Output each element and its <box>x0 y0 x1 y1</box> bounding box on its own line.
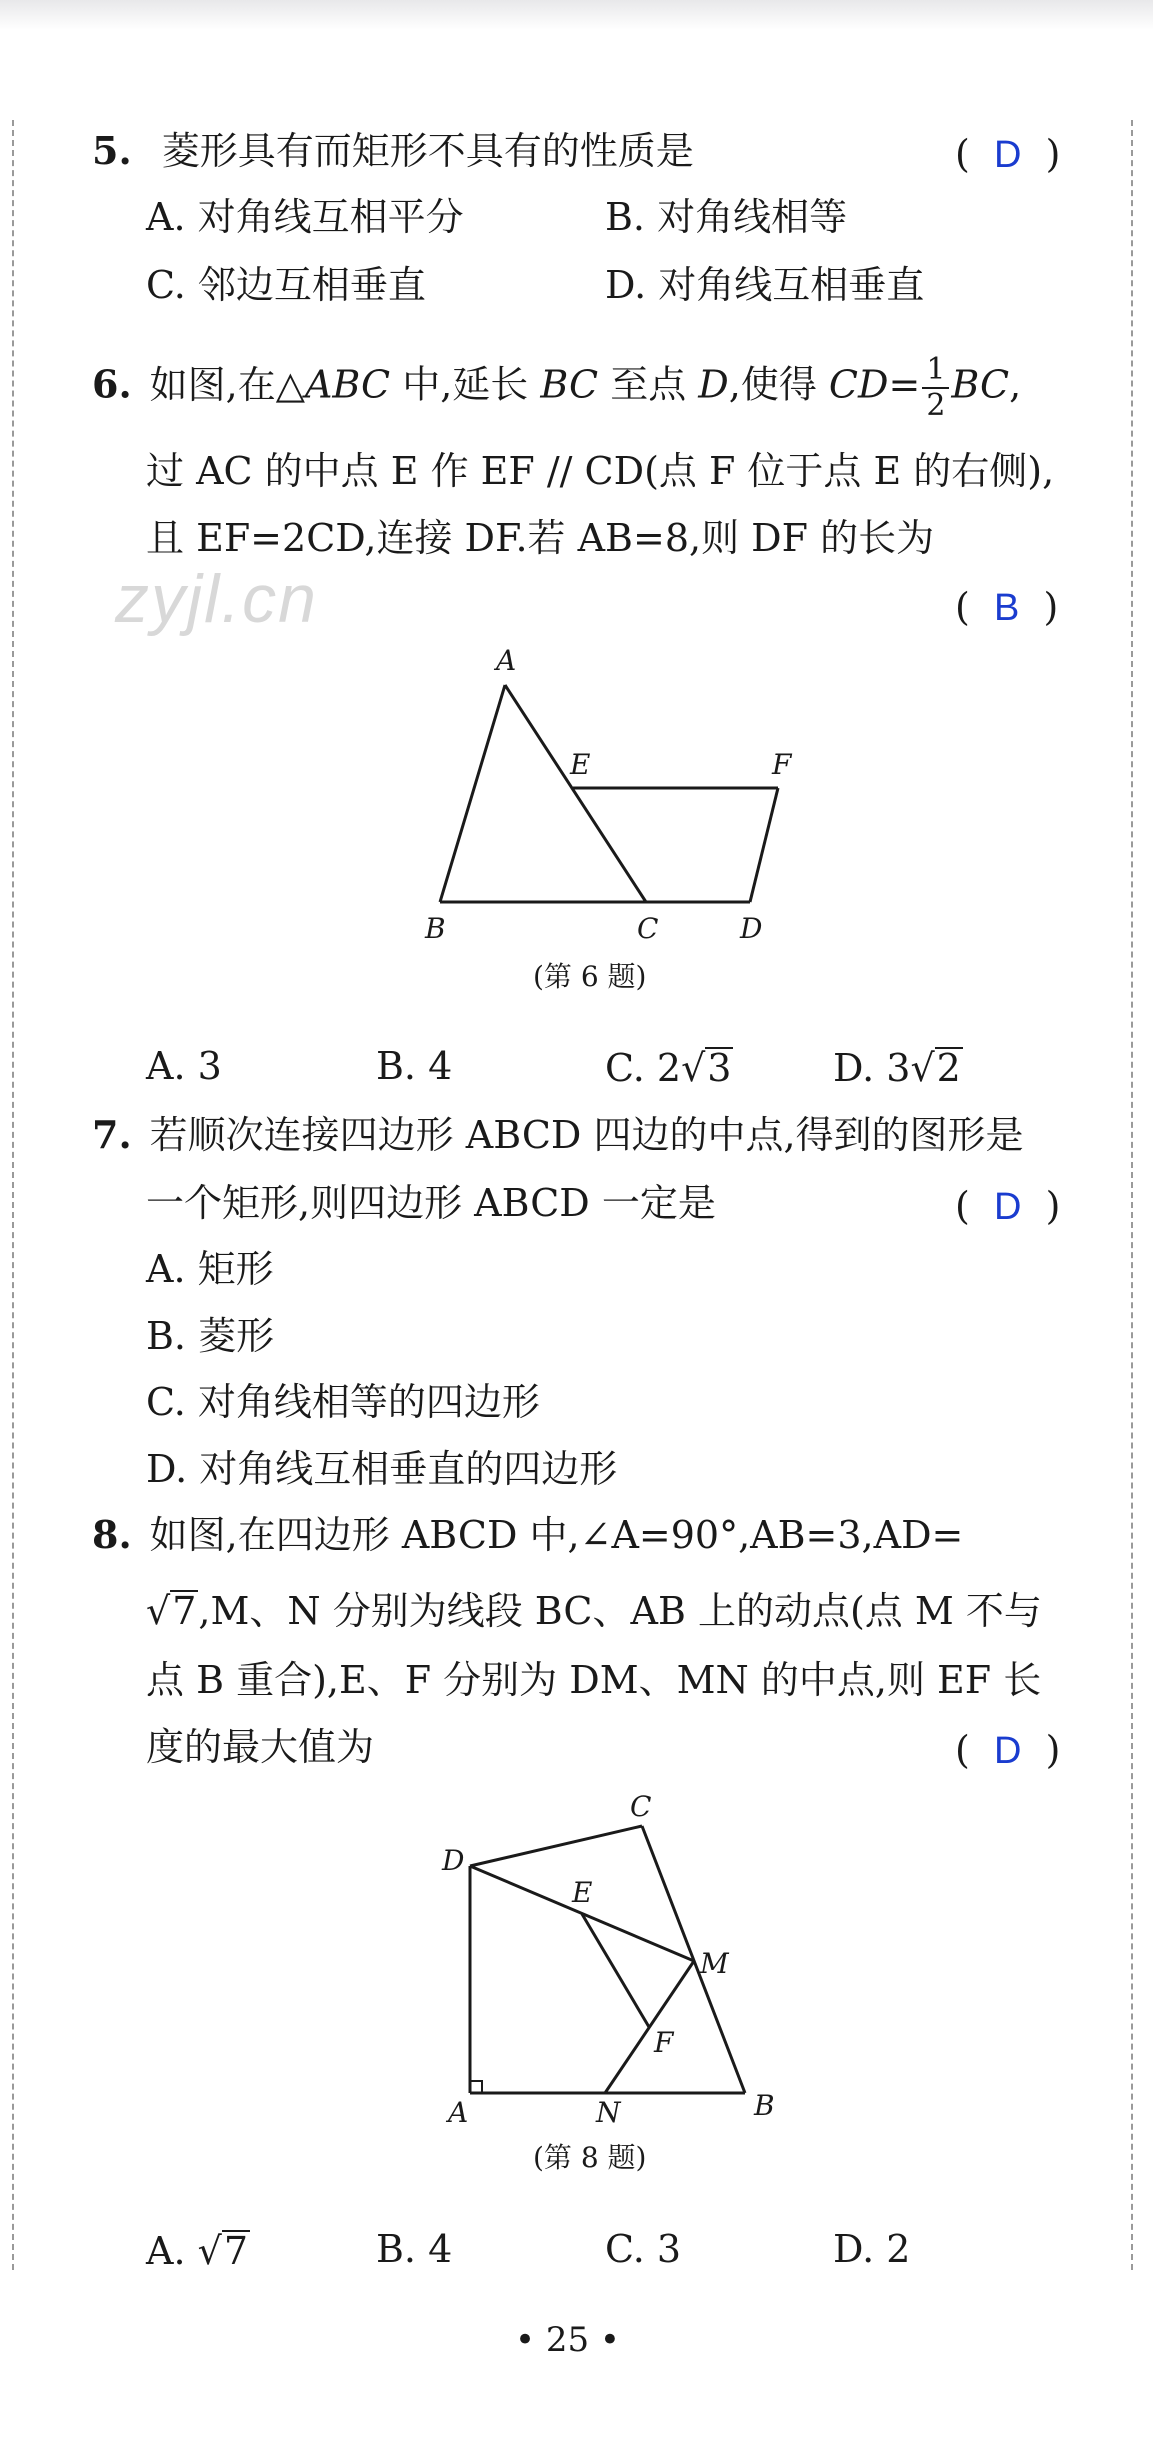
q6-line2: 过 AC 的中点 E 作 EF // CD(点 F 位于点 E 的右侧), <box>146 449 1055 493</box>
q5-option-a: A. 对角线互相平分 <box>146 195 464 239</box>
q6-fraction <box>922 352 949 423</box>
q6-text-abc: ABC <box>304 362 391 407</box>
q8-line4: 度的最大值为 <box>146 1725 375 1769</box>
page-number: • 25 • <box>515 2320 620 2360</box>
q6-frac-den: 2 <box>926 388 946 423</box>
q6-line3: 且 EF=2CD,连接 DF.若 AB=8,则 DF 的长为 <box>146 516 935 560</box>
q6-caption: (第 6 题) <box>533 960 647 993</box>
q5-number: 5. <box>92 128 132 173</box>
q8-option-c: C. 3 <box>605 2227 682 2271</box>
q6-label-b: B <box>425 912 446 945</box>
q6-label-d: D <box>740 912 763 945</box>
q6-option-c: C. 2√3 <box>605 1046 732 1090</box>
q6-label-c: C <box>637 912 659 945</box>
q5-answer-box: ( D ) <box>955 132 1061 176</box>
q6-number: 6. <box>92 361 132 407</box>
q8-label-a: A <box>448 2096 469 2129</box>
q8-label-b: B <box>754 2089 775 2122</box>
q8-text-2: ,M、N 分别为线段 BC、AB 上的动点(点 M 不与 <box>198 1589 1042 1633</box>
q6-text-bc: BC <box>540 362 599 407</box>
q7-text-1: 若顺次连接四边形 ABCD 四边的中点,得到的图形是 <box>149 1113 1024 1157</box>
q8-option-a: A. √7 <box>146 2229 249 2273</box>
q6-option-c-rad: 3 <box>707 1046 732 1090</box>
top-shadow <box>0 0 1153 30</box>
q8-answer: D <box>993 1730 1022 1772</box>
q6-segment-fd <box>750 788 778 902</box>
q5-option-b: B. 对角线相等 <box>605 195 848 239</box>
q6-text-cd: CD <box>828 362 889 407</box>
q5-option-c: C. 邻边互相垂直 <box>146 263 426 307</box>
q6-line1 <box>92 352 1022 423</box>
q6-label-f: F <box>772 748 792 781</box>
q6-segment-ab <box>440 685 505 902</box>
q6-option-d-rad: 2 <box>936 1046 961 1090</box>
q6-answer-box: ( B ) <box>955 585 1059 629</box>
q8-label-n: N <box>596 2096 621 2129</box>
q6-text-eq: = <box>888 362 921 407</box>
q6-text-d: D <box>698 362 729 407</box>
q8-segment-cd <box>470 1826 642 1866</box>
q7-line1 <box>92 1112 1024 1157</box>
q7-answer: D <box>993 1186 1022 1228</box>
q8-option-d: D. 2 <box>833 2227 911 2271</box>
q5-answer: D <box>993 134 1022 176</box>
q6-option-d-pre: D. 3 <box>833 1046 911 1090</box>
q8-figure <box>420 1780 800 2140</box>
q6-option-c-pre: C. 2 <box>605 1046 682 1090</box>
left-cut-line <box>12 120 14 2270</box>
q6-answer: B <box>993 587 1020 629</box>
q6-option-a: A. 3 <box>146 1044 222 1088</box>
q7-option-d: D. 对角线互相垂直的四边形 <box>146 1447 618 1491</box>
q8-option-b: B. 4 <box>376 2227 453 2271</box>
q6-label-a: A <box>496 644 517 677</box>
q7-option-b: B. 菱形 <box>146 1314 275 1358</box>
q6-text-bc2: BC <box>951 362 1010 407</box>
q8-segment-mn <box>605 1961 694 2093</box>
watermark: zyjl.cn <box>115 561 318 637</box>
q5-text: 菱形具有而矩形不具有的性质是 <box>161 129 694 173</box>
q7-line2: 一个矩形,则四边形 ABCD 一定是 <box>146 1181 716 1225</box>
q8-label-c: C <box>630 1790 652 1823</box>
q8-label-d: D <box>442 1844 465 1877</box>
q8-option-a-rad: 7 <box>223 2229 249 2273</box>
q6-text-1d: ,使得 <box>728 362 829 407</box>
q6-label-e: E <box>570 748 591 781</box>
q6-frac-num: 1 <box>922 355 949 389</box>
q7-answer-box: ( D ) <box>955 1184 1061 1228</box>
q7-option-a: A. 矩形 <box>146 1247 274 1291</box>
q8-number: 8. <box>92 1512 132 1557</box>
q6-text-1a: 如图,在△ <box>149 362 305 407</box>
q6-text-1e: , <box>1009 362 1022 407</box>
q8-line2: √7,M、N 分别为线段 BC、AB 上的动点(点 M 不与 <box>146 1589 1042 1633</box>
right-cut-line <box>1131 120 1133 2270</box>
q6-text-1b: 中,延长 <box>390 362 541 407</box>
q8-right-angle-mark <box>470 2081 482 2093</box>
q6-segment-ac <box>505 685 646 902</box>
q8-label-e: E <box>572 1876 593 1909</box>
q7-number: 7. <box>92 1112 132 1157</box>
q8-text-1: 如图,在四边形 ABCD 中,∠A=90°,AB=3,AD= <box>149 1513 964 1557</box>
q8-option-a-pre: A. <box>146 2229 198 2273</box>
q8-label-f: F <box>654 2026 674 2059</box>
q8-line3: 点 B 重合),E、F 分别为 DM、MN 的中点,则 EF 长 <box>146 1658 1042 1702</box>
q6-option-b: B. 4 <box>376 1044 453 1088</box>
q8-radicand: 7 <box>172 1589 197 1633</box>
q6-text-1c: 至点 <box>598 362 699 407</box>
q5-stem <box>92 128 694 173</box>
q6-option-d: D. 3√2 <box>833 1046 961 1090</box>
q5-option-d: D. 对角线互相垂直 <box>605 263 925 307</box>
q7-option-c: C. 对角线相等的四边形 <box>146 1380 540 1424</box>
q8-label-m: M <box>700 1947 729 1980</box>
q6-figure <box>400 640 820 960</box>
q8-segment-ef <box>582 1914 649 2027</box>
q8-line1 <box>92 1512 964 1557</box>
q8-caption: (第 8 题) <box>533 2141 647 2174</box>
q8-answer-box: ( D ) <box>955 1728 1061 1772</box>
